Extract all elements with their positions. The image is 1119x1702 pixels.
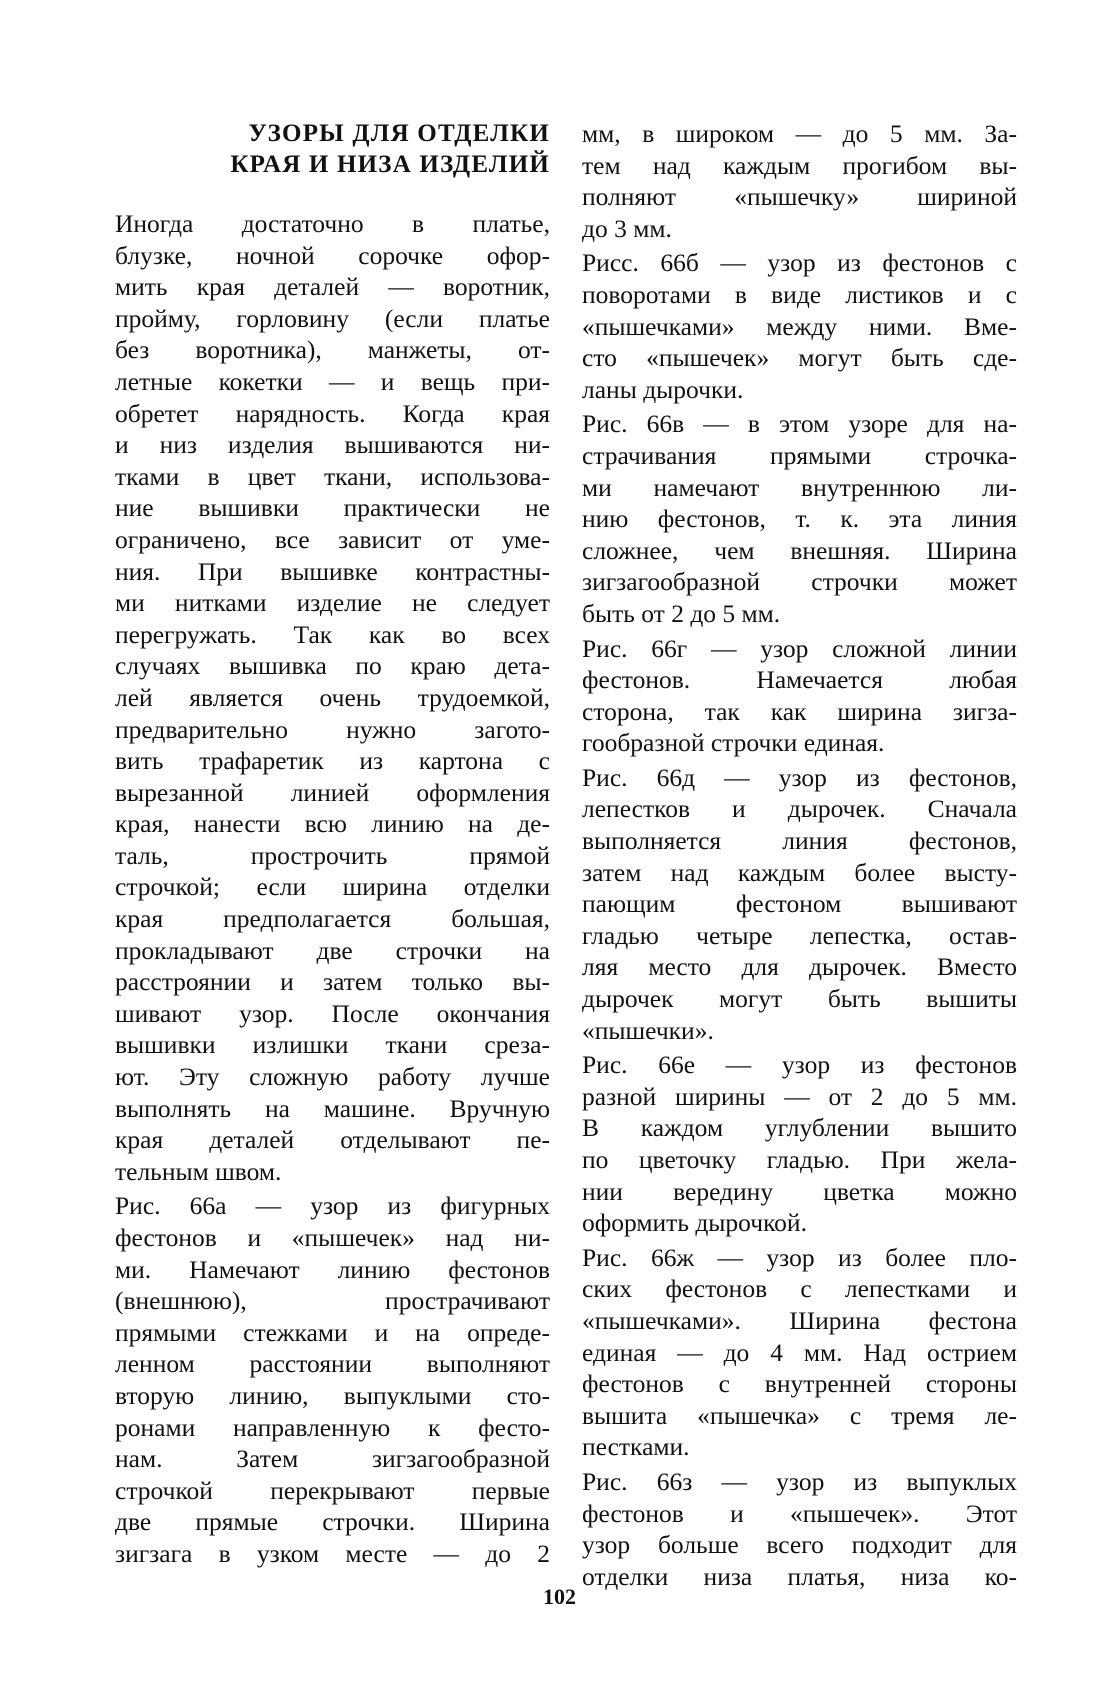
text-line: строчкой; если ширина отделки <box>115 872 550 902</box>
text-line: пающим фестоном вышивают <box>582 889 1017 919</box>
text-line: Рис. 66г — узор сложной линии <box>582 633 1017 663</box>
text-line: дырочек могут быть вышиты <box>582 984 1017 1014</box>
text-line: мить края деталей — воротник, <box>115 272 550 302</box>
text-line: края деталей отделывают пе- <box>115 1125 550 1155</box>
text-line: оформить дырочкой. <box>582 1208 807 1238</box>
text-line: «пышечками» между ними. Вме- <box>582 311 1017 341</box>
paragraph <box>582 247 1017 405</box>
text-line: нии вередину цветка можно <box>582 1176 1017 1206</box>
text-line: ленном расстоянии выполняют <box>115 1349 550 1379</box>
paragraph <box>582 762 1017 1046</box>
text-line: таль, прострочить прямой <box>115 840 550 870</box>
left-column-text <box>115 208 550 1570</box>
text-line: ми. Намечают линию фестонов <box>115 1254 550 1284</box>
paragraph <box>582 1049 1017 1239</box>
text-line: зигзага в узком месте — до 2 <box>115 1538 550 1568</box>
text-line: фестонов и «пышечек» над ни- <box>115 1223 550 1252</box>
text-line: быть от 2 до 5 мм. <box>582 598 781 628</box>
page-number: 102 <box>543 1584 576 1609</box>
text-line: нам. Затем зигзагообразной <box>115 1444 550 1474</box>
text-line: шивают узор. После окончания <box>115 998 550 1028</box>
text-line: ронами направленную к фесто- <box>115 1412 550 1442</box>
text-line: Рис. 66е — узор из фестонов <box>582 1050 1017 1080</box>
text-line: по цветочку гладью. При жела- <box>582 1145 1017 1174</box>
text-line: вышита «пышечка» с тремя ле- <box>582 1400 1017 1430</box>
section-title <box>115 118 550 180</box>
text-line: ланы дырочки. <box>582 374 744 404</box>
title-line: КРАЯ И НИЗА ИЗДЕЛИЙ <box>230 151 550 178</box>
text-line: расстроянии и затем только вы- <box>115 967 550 997</box>
text-line: пестками. <box>582 1432 690 1462</box>
text-line: пройму, горловину (если платье <box>115 303 550 333</box>
text-line: летные кокетки — и вещь при- <box>115 366 550 396</box>
text-line: перегружать. Так как во всех <box>115 619 550 649</box>
text-line: гладью четыре лепестка, остав- <box>582 920 1017 950</box>
text-line: края, нанести всю линию на де- <box>115 809 550 839</box>
text-line: лепестков и дырочек. Сначала <box>582 794 1017 824</box>
text-line: края предполагается большая, <box>115 904 550 934</box>
text-line: тем над каждым прогибом вы- <box>582 150 1017 180</box>
text-line: единая — до 4 мм. Над острием <box>582 1337 1017 1367</box>
text-line: В каждом углублении вышито <box>582 1113 1017 1143</box>
paragraph <box>115 1190 550 1569</box>
text-line: случаях вышивка по краю дета- <box>115 651 550 681</box>
text-line: фестонов. Намечается любая <box>582 665 1017 695</box>
text-line: ми намечают внутреннюю ли- <box>582 472 1017 502</box>
text-line: «пышечки». <box>582 1015 714 1045</box>
paragraph <box>115 208 550 1187</box>
paragraph <box>582 408 1017 629</box>
text-line: разной ширины — от 2 до 5 мм. <box>582 1081 1017 1111</box>
text-line: затем над каждым более высту- <box>582 857 1017 887</box>
right-column <box>582 118 1017 1592</box>
text-line: отделки низа платья, низа ко- <box>582 1561 1017 1591</box>
text-line: ми нитками изделие не следует <box>115 588 550 618</box>
text-line: Иногда достаточно в платье, <box>115 209 550 238</box>
text-line: выполнять на машине. Вручную <box>115 1093 550 1123</box>
text-line: лей является очень трудоемкой, <box>115 682 550 712</box>
text-line: Рис. 66а — узор из фигурных <box>115 1191 550 1221</box>
text-line: и низ изделия вышиваются ни- <box>115 430 550 460</box>
text-line: сторона, так как ширина зигза- <box>582 696 1017 726</box>
text-line: две прямые строчки. Ширина <box>115 1507 550 1537</box>
text-line: «пышечками». Ширина фестона <box>582 1305 1017 1335</box>
text-line: зигзагообразной строчки может <box>582 567 1017 597</box>
text-line: (внешнюю), прострачивают <box>115 1286 550 1316</box>
text-line: поворотами в виде листиков и с <box>582 279 1017 309</box>
text-line: ние вышивки практически не <box>115 493 550 523</box>
text-line: вить трафаретик из картона с <box>115 746 550 776</box>
right-column-text <box>582 118 1017 1592</box>
text-line: узор больше всего подходит для <box>582 1530 1017 1560</box>
text-line: до 3 мм. <box>582 213 672 243</box>
text-line: прокладывают две строчки на <box>115 935 550 965</box>
text-line: мм, в широком — до 5 мм. За- <box>582 119 1017 148</box>
text-line: вторую линию, выпуклыми сто- <box>115 1380 550 1410</box>
text-line: ния. При вышивке контрастны- <box>115 556 550 586</box>
text-line: гообразной строчки единая. <box>582 728 885 758</box>
text-line: тельным швом. <box>115 1156 282 1186</box>
text-line: без воротника), манжеты, от- <box>115 335 550 365</box>
text-line: выполняется линия фестонов, <box>582 826 1017 856</box>
left-column <box>115 118 550 1570</box>
paragraph <box>582 1242 1017 1463</box>
text-line: прямыми стежками и на опреде- <box>115 1317 550 1347</box>
text-line: страчивания прямыми строчка- <box>582 440 1017 470</box>
text-line: вырезанной линией оформления <box>115 777 550 807</box>
text-line: строчкой перекрывают первые <box>115 1475 550 1505</box>
text-line: Рис. 66д — узор из фестонов, <box>582 762 1017 792</box>
text-line: фестонов с внутренней стороны <box>582 1369 1017 1399</box>
text-line: Рисс. 66б — узор из фестонов с <box>582 248 1017 278</box>
text-line: Рис. 66з — узор из выпуклых <box>582 1466 1017 1496</box>
text-line: сто «пышечек» могут быть сде- <box>582 343 1017 373</box>
text-line: сложнее, чем внешняя. Ширина <box>582 535 1017 565</box>
text-line: ограничено, все зависит от уме- <box>115 524 550 554</box>
text-line: фестонов и «пышечек». Этот <box>582 1498 1017 1528</box>
paragraph <box>582 118 1017 244</box>
paragraph <box>582 633 1017 759</box>
text-line: ляя место для дырочек. Вместо <box>582 952 1017 982</box>
text-line: блузке, ночной сорочке офор- <box>115 240 550 270</box>
text-line: нию фестонов, т. к. эта линия <box>582 504 1017 534</box>
paragraph <box>582 1466 1017 1592</box>
title-line: УЗОРЫ ДЛЯ ОТДЕЛКИ <box>248 120 550 147</box>
text-line: Рис. 66в — в этом узоре для на- <box>582 409 1017 439</box>
text-line: тками в цвет ткани, использова- <box>115 461 550 491</box>
text-line: обретет нарядность. Когда края <box>115 398 550 428</box>
text-line: полняют «пышечку» шириной <box>582 182 1017 212</box>
text-line: предварительно нужно загото- <box>115 714 550 744</box>
text-line: ских фестонов с лепестками и <box>582 1274 1017 1304</box>
text-line: вышивки излишки ткани среза- <box>115 1030 550 1060</box>
text-line: ют. Эту сложную работу лучше <box>115 1062 550 1092</box>
text-line: Рис. 66ж — узор из более пло- <box>582 1242 1017 1272</box>
